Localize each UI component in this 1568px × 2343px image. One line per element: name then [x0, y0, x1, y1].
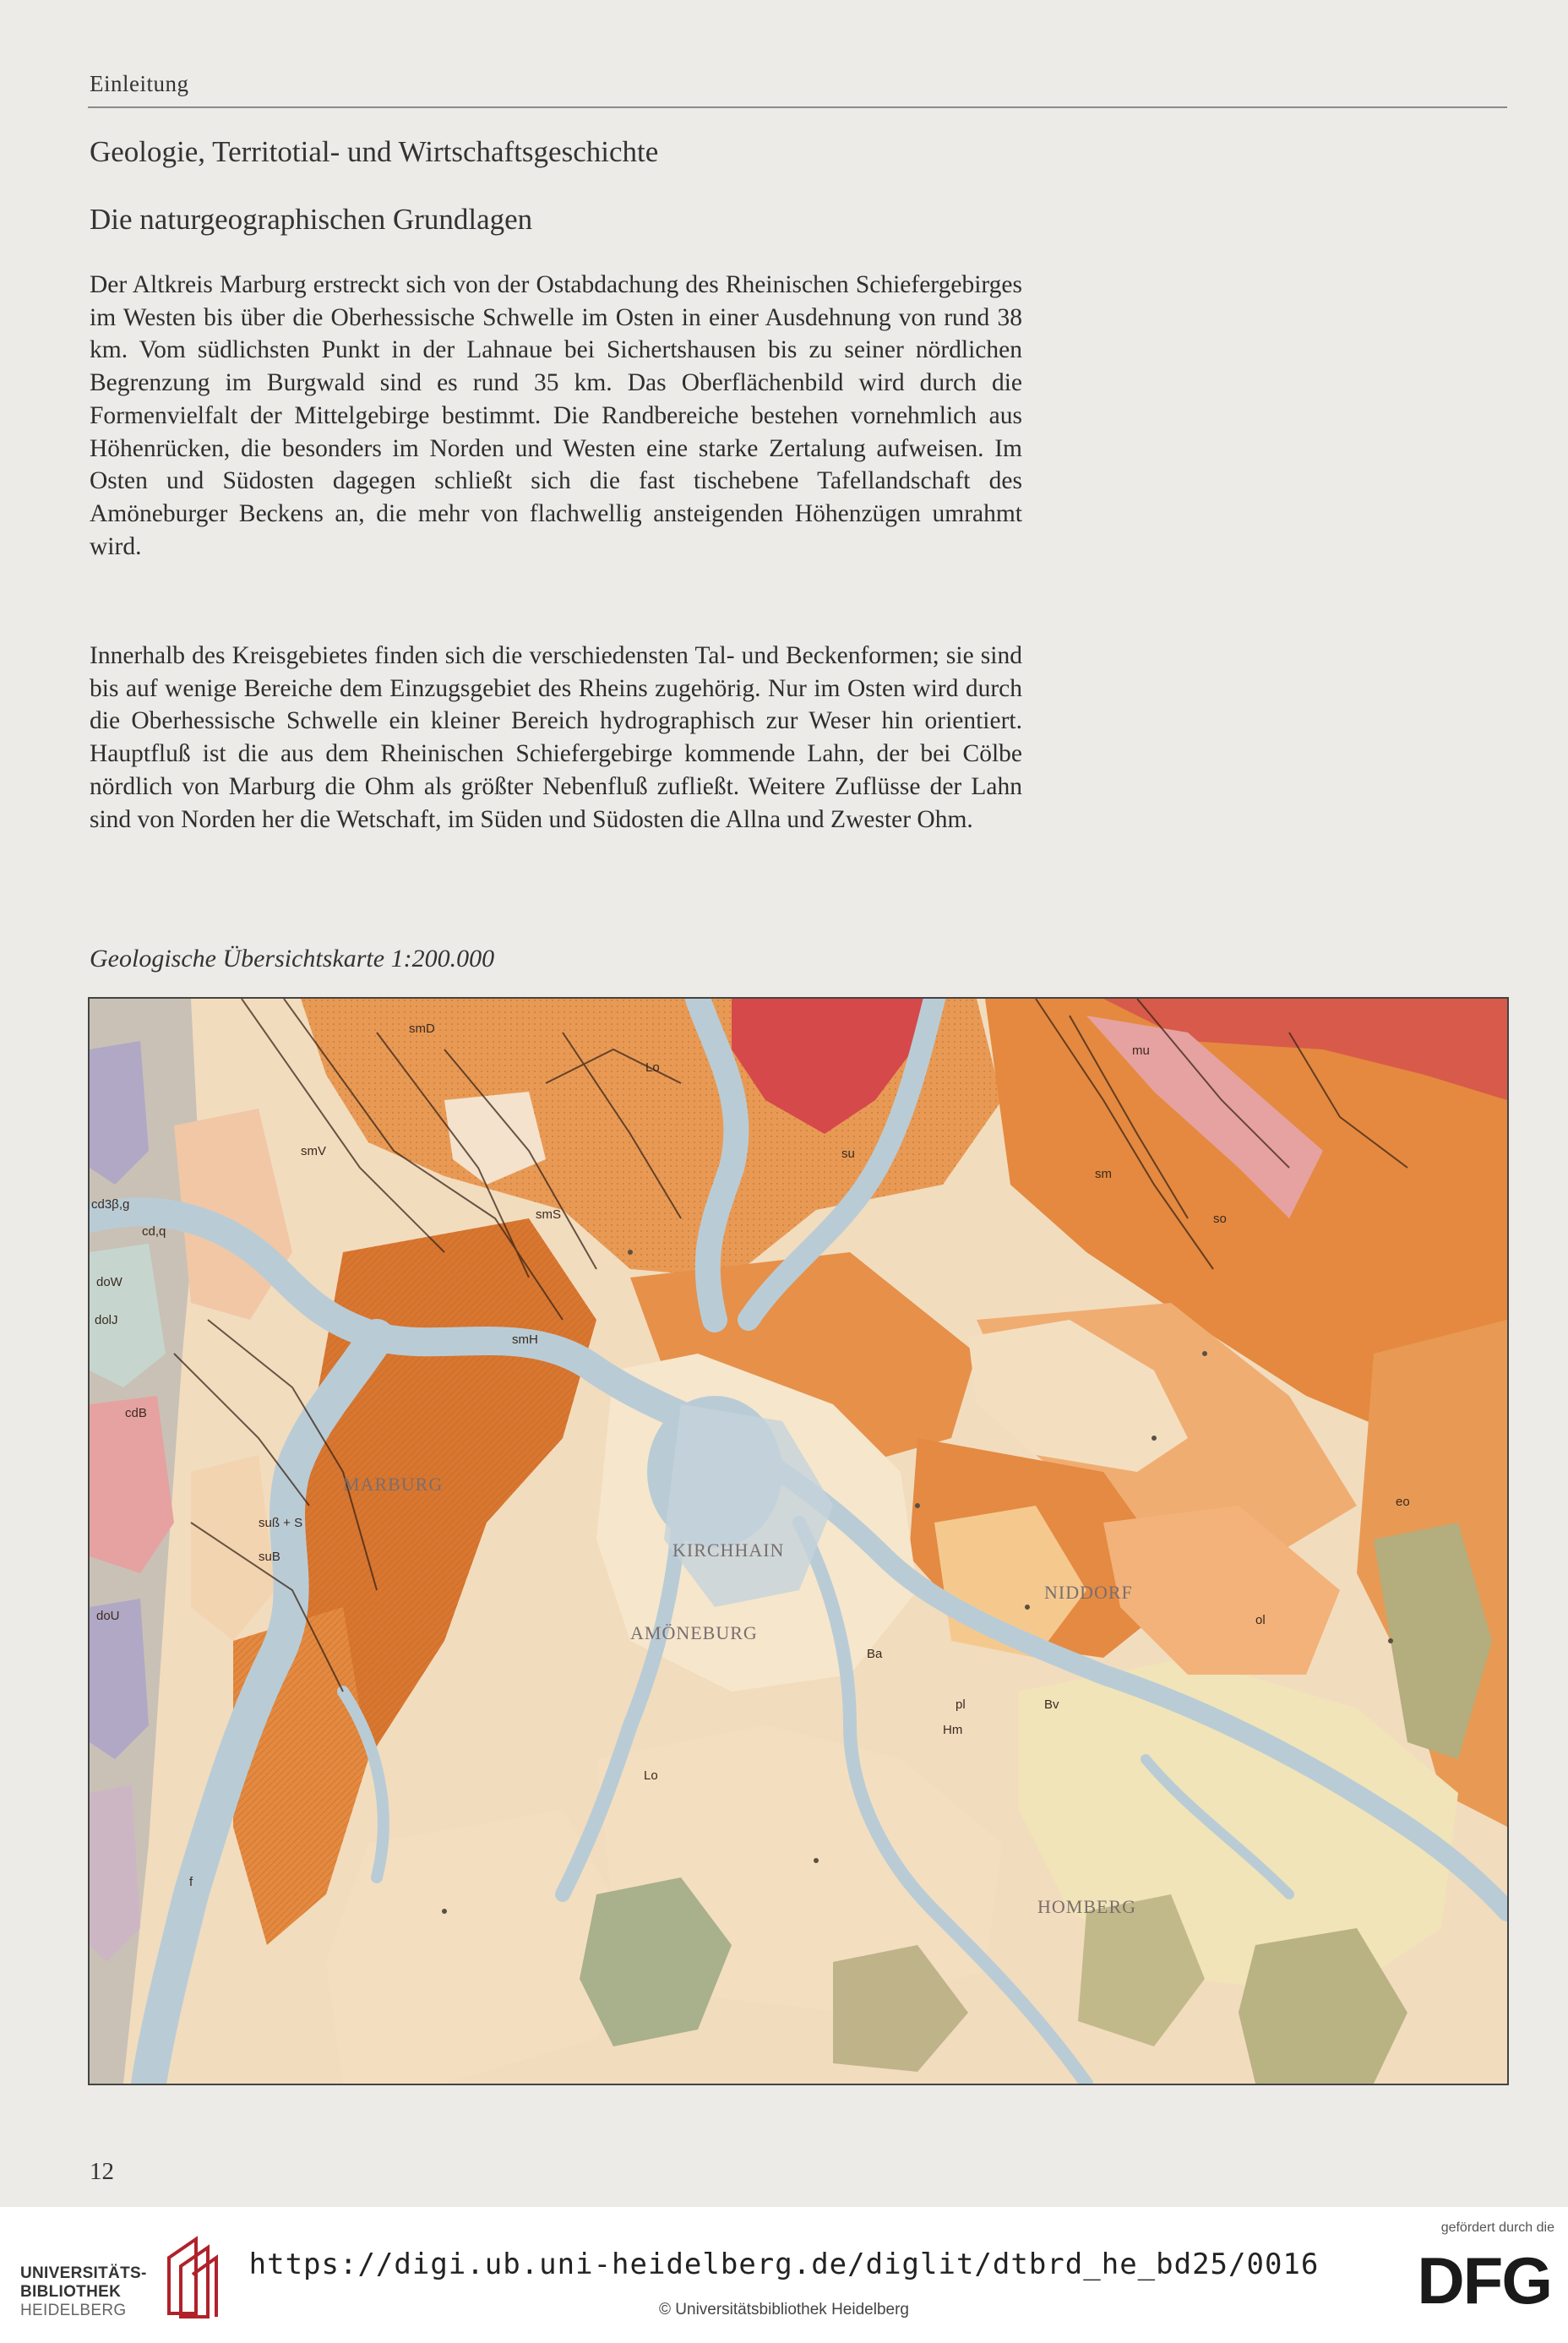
map-unit-label: smV	[301, 1144, 326, 1158]
map-unit-label: smH	[512, 1332, 538, 1347]
copyright-notice: © Universitätsbibliothek Heidelberg	[659, 2301, 909, 2318]
map-town-label: MARBURG	[343, 1474, 444, 1495]
map-unit-label: doW	[96, 1275, 122, 1289]
geological-map	[88, 997, 1509, 2085]
library-name-line-3: HEIDELBERG	[20, 2302, 127, 2319]
dfg-logo-text: DFG	[1417, 2243, 1551, 2315]
map-unit-label: Bv	[1044, 1697, 1059, 1712]
map-unit-label: Ba	[867, 1647, 883, 1661]
map-unit-label: cd3β,g	[91, 1197, 130, 1212]
map-caption: Geologische Übersichtskarte 1:200.000	[90, 945, 495, 973]
map-unit-label: cdB	[125, 1406, 147, 1420]
map-unit-label: smD	[409, 1022, 435, 1036]
map-unit-label: mu	[1132, 1043, 1150, 1058]
map-unit-label: ol	[1255, 1613, 1266, 1627]
map-unit-label: sm	[1095, 1167, 1112, 1181]
map-unit-label: doU	[96, 1609, 120, 1623]
geological-map-figure	[90, 999, 1507, 2084]
map-unit-label: cd,q	[142, 1224, 166, 1239]
map-unit-label: su	[841, 1147, 855, 1161]
running-head: Einleitung	[90, 71, 189, 96]
page-number: 12	[90, 2158, 114, 2185]
map-unit-label: smS	[536, 1207, 561, 1222]
source-url-link[interactable]: https://digi.ub.uni-heidelberg.de/diglit/dtbrd_he_bd25/0016	[248, 2248, 1320, 2281]
map-town-label: KIRCHHAIN	[672, 1539, 785, 1561]
map-unit-label: so	[1213, 1212, 1227, 1226]
body-paragraph-1: Der Altkreis Marburg erstreckt sich von der Ostabdachung des Rheinischen Schiefergebirges im Westen bis über die Oberhessische Schwelle im Osten in einer Ausdehnung von rund 38 km. Vom südlichsten Punkt in der Lahnaue bei Sichertshausen bis zu seiner nördlichen Begrenzung im Burgwald sind es rund 35 km. Das Oberflächenbild wird durch die Formenvielfalt der Mittelgebirge bestimmt. Die Randbereiche bestehen vornehmlich aus Höhenrücken, die besonders im Norden und Westen eine starke Zertalung aufweisen. Im Osten und Südosten dagegen schließt sich die fast tischebene Tafellandschaft des Amöneburger Beckens an, die mehr von flachwellig ansteigenden Höhenzügen umrahmt wird.	[90, 271, 1022, 560]
map-unit-label: dolJ	[95, 1313, 118, 1327]
dfg-logo-mark	[1402, 2242, 1554, 2315]
map-town-label: HOMBERG	[1037, 1896, 1137, 1917]
map-unit-label: suß + S	[259, 1516, 303, 1530]
map-town-label: AMÖNEBURG	[630, 1622, 758, 1643]
page-title: Geologie, Territotial- und Wirtschaftsgeschichte	[90, 135, 659, 168]
map-unit-label: eo	[1396, 1495, 1410, 1509]
library-name-line-1: UNIVERSITÄTS-	[20, 2264, 147, 2282]
map-unit-label: Hm	[943, 1723, 963, 1737]
map-unit-label: suB	[259, 1550, 280, 1564]
map-unit-label: pl	[956, 1697, 966, 1712]
header-rule	[88, 106, 1507, 108]
library-name-line-2: BIBLIOTHEK	[20, 2283, 122, 2301]
body-paragraph-2: Innerhalb des Kreisgebietes finden sich die verschiedensten Tal- und Beckenformen; sie sind bis auf wenige Bereiche dem Einzugsgebiet des Rheins zugehörig. Nur im Osten wird durch die Oberhessische Schwelle ein kleiner Bereich hydrographisch zur Weser hin orientiert. Hauptfluß ist die aus dem Rheinischen Schiefergebirge kommende Lahn, der bei Cölbe nördlich von Marburg die Ohm als größter Nebenfluß zufließt. Weitere Zuflüsse der Lahn sind von Norden her die Wetschaft, im Süden und Südosten die Allna und Zwester Ohm.	[90, 642, 1022, 833]
section-subtitle: Die naturgeographischen Grundlagen	[90, 203, 533, 236]
map-town-label: NIDDORF	[1044, 1582, 1133, 1603]
map-unit-label: Lo	[645, 1060, 660, 1075]
dfg-logo[interactable]	[1386, 2220, 1554, 2322]
funded-by-text: gefördert durch die	[1440, 2220, 1554, 2235]
map-unit-label: f	[189, 1875, 193, 1889]
map-unit-label: Lo	[644, 1768, 658, 1783]
